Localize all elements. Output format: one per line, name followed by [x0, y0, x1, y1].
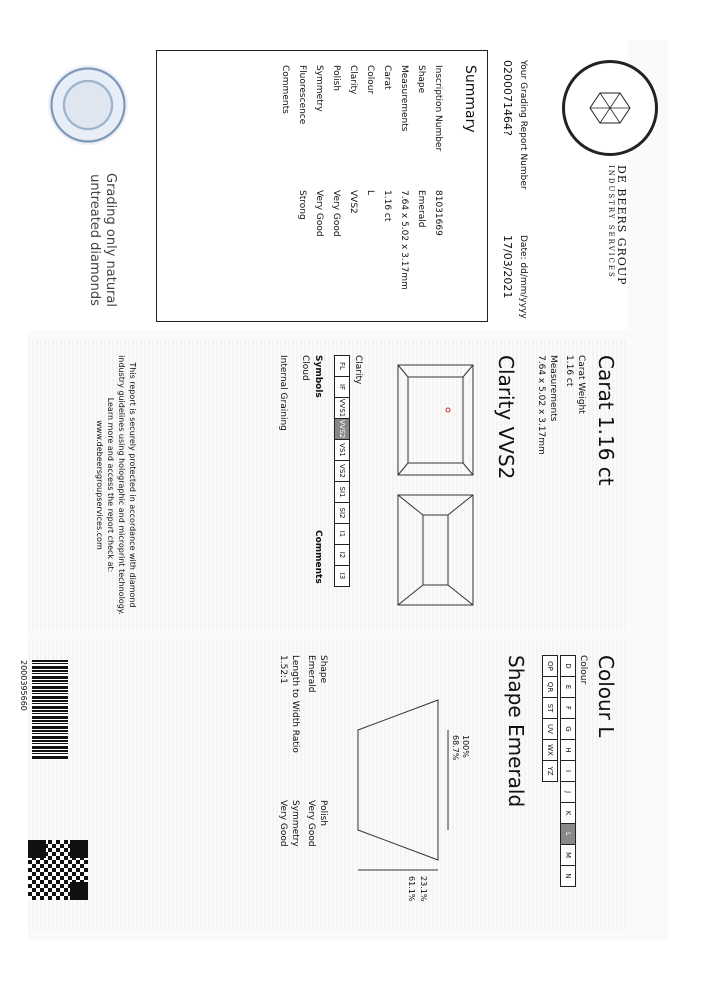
emerald-crown-view — [398, 365, 473, 475]
colour-scale-extended — [542, 655, 558, 781]
colour-title-value: L — [594, 726, 618, 738]
comments-label: Comments — [313, 530, 323, 584]
carat-clarity-panel — [28, 340, 628, 630]
scale-cell: D — [560, 655, 576, 677]
scale-cell: K — [560, 802, 576, 824]
scale-cell: IF — [334, 376, 350, 398]
depth-pct-2: 61.1% — [407, 876, 416, 902]
summary-row-value: VVS2 — [348, 190, 358, 214]
report-date: 17/03/2021 — [501, 235, 514, 299]
scale-cell: VVS1 — [334, 397, 350, 419]
clarity-scale-label: Clarity — [353, 355, 363, 385]
scale-cell: I — [560, 760, 576, 782]
table-pct-2: 68.7% — [451, 735, 460, 761]
summary-row-label: Shape — [416, 65, 426, 94]
symbol-internal-graining: Internal Graining — [278, 355, 288, 431]
depth-pct: 23.1% — [419, 876, 428, 902]
colour-title-text: Colour — [594, 655, 618, 720]
carat-title-text: Carat — [594, 355, 618, 410]
scale-cell: UV — [542, 718, 558, 740]
summary-row-value: 81031669 — [433, 190, 443, 236]
security-notice: This report is securely protected in accordance with diamond industry guidelines using holographic and microprint technology. Learn more and access the report check at: www.debeersgroupservices.com — [95, 355, 137, 615]
symbols-label: Symbols — [313, 355, 323, 398]
scale-cell: J — [560, 781, 576, 803]
scale-cell: VS1 — [334, 439, 350, 461]
scale-cell: I3 — [334, 565, 350, 587]
scale-cell: H — [560, 739, 576, 761]
scale-cell: N — [560, 865, 576, 887]
scale-cell: L — [560, 823, 576, 845]
summary-row-value: 7.64 x 5.02 x 3.17mm — [399, 190, 409, 290]
barcode — [32, 660, 68, 760]
shape-profile-diagram — [338, 680, 478, 880]
lw-ratio-value: 1.52:1 — [278, 655, 288, 684]
summary-title: Summary — [462, 65, 478, 133]
emerald-pavilion-view — [398, 495, 473, 605]
clarity-title — [494, 355, 518, 479]
summary-row-label: Carat — [382, 65, 392, 90]
colour-shape-panel — [19, 640, 628, 930]
scale-cell: QR — [542, 676, 558, 698]
scale-cell: ST — [542, 697, 558, 719]
summary-row-label: Colour — [365, 65, 375, 95]
scale-cell: SI1 — [334, 481, 350, 503]
qr-code[interactable] — [28, 840, 88, 900]
symmetry-value: Very Good — [278, 800, 288, 847]
natural-tagline: Grading only natural untreated diamonds — [87, 173, 118, 307]
colour-scale-label: Colour — [578, 655, 588, 685]
summary-row-value: Very Good — [314, 190, 324, 237]
scale-cell: E — [560, 676, 576, 698]
report-number: 0200071464? — [501, 60, 514, 136]
diamond-logo-icon — [565, 63, 655, 153]
measurements-value: 7.64 x 5.02 x 3.17mm — [536, 355, 546, 455]
carat-weight-value: 1.16 ct — [564, 355, 574, 387]
scale-cell: I2 — [334, 544, 350, 566]
summary-row-value: L — [365, 190, 375, 196]
summary-row-label: Measurements — [399, 65, 409, 132]
measurements-label: Measurements — [548, 355, 558, 422]
summary-row-label: Clarity — [348, 65, 358, 95]
report-sheet — [19, 40, 668, 940]
scale-cell: OP — [542, 655, 558, 677]
clarity-plot-diagrams — [368, 355, 478, 615]
polish-value: Very Good — [306, 800, 316, 847]
scale-cell: YZ — [542, 760, 558, 782]
summary-row-label: Symmetry — [314, 65, 324, 112]
colour-title — [594, 655, 618, 737]
scale-cell: WX — [542, 739, 558, 761]
shape-label: Shape — [318, 655, 328, 684]
report-number-label: Your Grading Report Number — [518, 60, 528, 190]
carat-title — [594, 355, 618, 486]
clarity-title-value: VVS2 — [494, 426, 518, 480]
brand-sub: INDUSTRY SERVICES — [607, 165, 615, 279]
scale-cell: F — [560, 697, 576, 719]
date-label: Date: dd/mm/yyyy — [518, 235, 528, 319]
scale-cell: G — [560, 718, 576, 740]
scale-cell: SI2 — [334, 502, 350, 524]
summary-row-value: Emerald — [416, 190, 426, 228]
shape-title-text: Shape — [504, 655, 528, 718]
clarity-scale — [334, 355, 350, 586]
summary-row-value: 1.16 ct — [382, 190, 392, 222]
clarity-title-text: Clarity — [494, 355, 518, 421]
scale-cell: VS2 — [334, 460, 350, 482]
summary-row-value: Very Good — [331, 190, 341, 237]
brand-text: DE BEERS GROUP — [615, 165, 628, 286]
shape-title-value: Emerald — [504, 724, 528, 808]
brand-name — [607, 165, 628, 286]
barcode-number: 2000395660 — [19, 660, 28, 711]
polish-label: Polish — [318, 800, 328, 827]
scale-cell: I1 — [334, 523, 350, 545]
summary-row-label: Fluorescence — [297, 65, 307, 125]
table-pct: 100% — [461, 735, 470, 758]
hologram-seal — [48, 65, 128, 145]
lw-ratio-label: Length to Width Ratio — [290, 655, 300, 753]
carat-title-value: 1.16 ct — [594, 415, 618, 486]
shape-value: Emerald — [306, 655, 316, 693]
symmetry-label: Symmetry — [290, 800, 300, 847]
carat-weight-label: Carat Weight — [576, 355, 586, 414]
scale-cell: FL — [334, 355, 350, 377]
summary-panel — [28, 40, 628, 330]
summary-row-label: Inscription Number — [433, 65, 443, 152]
scale-cell: VVS2 — [334, 418, 350, 440]
shape-title — [504, 655, 528, 807]
symbol-cloud: Cloud — [300, 355, 310, 381]
summary-row-label: Polish — [331, 65, 341, 92]
institute-logo — [562, 60, 658, 156]
colour-scale — [560, 655, 576, 886]
summary-row-label: Comments — [280, 65, 290, 114]
summary-row-value: Strong — [297, 190, 307, 220]
scale-cell: M — [560, 844, 576, 866]
